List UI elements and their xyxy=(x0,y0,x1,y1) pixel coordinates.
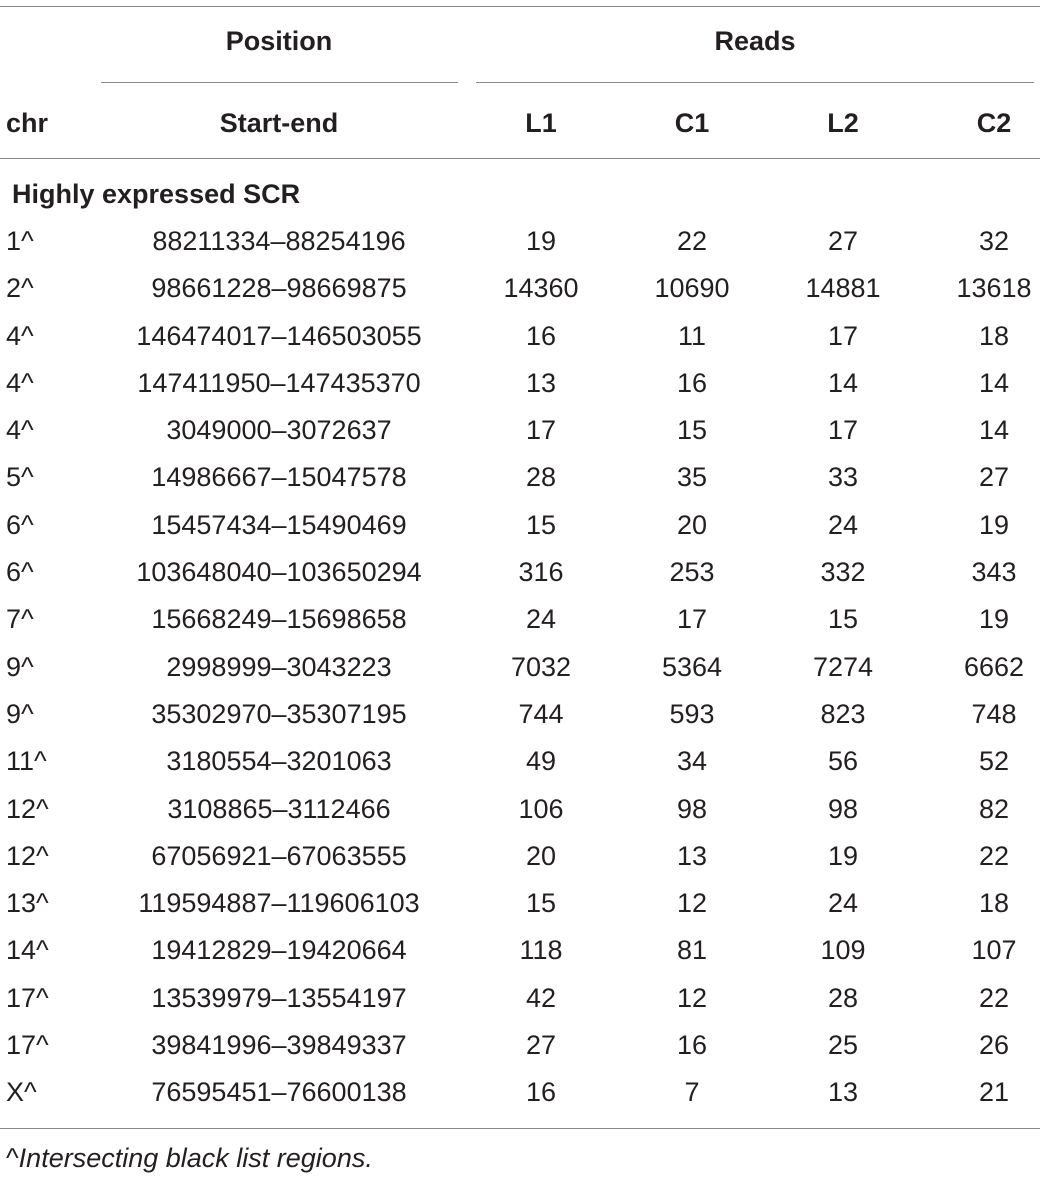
cell-c2: 22 xyxy=(978,840,1010,871)
cell-l2: 28 xyxy=(827,982,859,1013)
cell-l1: 118 xyxy=(519,935,563,966)
cell-chr: 17^ xyxy=(6,982,49,1013)
cell-c2: 22 xyxy=(978,982,1010,1013)
table-row xyxy=(0,978,1040,1025)
col-header-c2: C2 xyxy=(976,108,1012,138)
cell-start-end: 15457434–15490469 xyxy=(151,509,407,540)
cell-chr: 7^ xyxy=(6,604,34,635)
cell-l1: 17 xyxy=(525,415,557,446)
cell-chr: 9^ xyxy=(6,651,34,682)
cell-c2: 14 xyxy=(978,367,1010,398)
reads-group-header: Reads xyxy=(714,26,796,56)
cell-start-end: 67056921–67063555 xyxy=(151,840,407,871)
cell-l1: 20 xyxy=(525,840,557,871)
col-header-start-end: Start-end xyxy=(219,108,339,138)
col-header-l2: L2 xyxy=(827,108,859,138)
table-row xyxy=(0,1072,1040,1119)
table-row xyxy=(0,1025,1040,1072)
cell-l2: 19 xyxy=(827,840,859,871)
cell-chr: 11^ xyxy=(6,746,47,777)
cell-l1: 27 xyxy=(525,1030,557,1061)
cell-chr: 17^ xyxy=(6,1030,49,1061)
cell-l1: 42 xyxy=(525,982,557,1013)
reads-group-rule xyxy=(476,82,1034,83)
cell-start-end: 88211334–88254196 xyxy=(152,226,406,256)
cell-l1: 19 xyxy=(525,226,557,256)
table-footnote xyxy=(6,1141,373,1175)
cell-c1: 98 xyxy=(676,793,708,824)
cell-l1: 14360 xyxy=(503,273,579,304)
cell-l2: 13 xyxy=(827,1077,859,1108)
cell-l1: 106 xyxy=(518,793,564,824)
cell-chr: 4^ xyxy=(6,320,34,351)
cell-start-end: 119594887–119606103 xyxy=(138,888,420,919)
section-title: Highly expressed SCR xyxy=(12,179,301,209)
cell-start-end: 3049000–3072637 xyxy=(166,415,392,446)
table-body xyxy=(0,221,1040,1120)
table-top-rule xyxy=(0,6,1040,7)
cell-l1: 16 xyxy=(525,320,557,351)
col-header-chr: chr xyxy=(6,108,49,138)
cell-l2: 14881 xyxy=(805,273,881,304)
cell-l1: 13 xyxy=(525,367,557,398)
cell-start-end: 147411950–147435370 xyxy=(137,367,421,398)
cell-l2: 14 xyxy=(827,367,859,398)
cell-l2: 332 xyxy=(820,557,866,588)
cell-c2: 748 xyxy=(971,698,1017,729)
cell-c1: 13 xyxy=(676,840,708,871)
cell-c1: 10690 xyxy=(654,273,730,304)
cell-l1: 744 xyxy=(518,698,564,729)
cell-l2: 17 xyxy=(827,320,859,351)
table-row xyxy=(0,836,1040,883)
table-bottom-rule xyxy=(0,1128,1040,1129)
cell-start-end: 3180554–3201063 xyxy=(166,746,392,777)
cell-chr: 12^ xyxy=(6,793,49,824)
table-row xyxy=(0,505,1040,552)
cell-l1: 16 xyxy=(525,1077,557,1108)
table-row xyxy=(0,741,1040,788)
cell-l2: 27 xyxy=(827,226,859,256)
table-row xyxy=(0,363,1040,410)
cell-c2: 82 xyxy=(978,793,1010,824)
cell-c1: 20 xyxy=(676,509,708,540)
cell-chr: 5^ xyxy=(6,462,34,493)
table-row xyxy=(0,647,1040,694)
cell-l2: 109 xyxy=(820,935,866,966)
position-group-rule xyxy=(101,82,458,83)
table-row xyxy=(0,316,1040,363)
cell-l1: 28 xyxy=(525,462,557,493)
cell-l2: 17 xyxy=(827,415,859,446)
cell-chr: 2^ xyxy=(6,273,34,304)
table-row xyxy=(0,410,1040,457)
cell-l2: 33 xyxy=(827,462,859,493)
cell-c2: 18 xyxy=(978,888,1010,919)
cell-c2: 343 xyxy=(971,557,1017,588)
cell-c1: 17 xyxy=(676,604,708,635)
col-header-c1: C1 xyxy=(674,108,710,138)
table-row xyxy=(0,268,1040,315)
footnote-text: Intersecting black list regions. xyxy=(18,1143,373,1173)
table-row xyxy=(0,221,1040,268)
table-row xyxy=(0,694,1040,741)
cell-l1: 15 xyxy=(525,888,557,919)
cell-l2: 7274 xyxy=(812,651,874,682)
col-header-l1: L1 xyxy=(525,108,557,138)
cell-chr: 6^ xyxy=(6,557,34,588)
cell-c2: 32 xyxy=(978,226,1010,256)
cell-c1: 253 xyxy=(669,557,715,588)
footnote-mark: ^ xyxy=(6,1143,19,1173)
cell-start-end: 13539979–13554197 xyxy=(151,982,407,1013)
table-row xyxy=(0,930,1040,977)
cell-c2: 13618 xyxy=(956,273,1032,304)
cell-start-end: 3108865–3112466 xyxy=(167,793,391,824)
table-row xyxy=(0,789,1040,836)
cell-c1: 15 xyxy=(676,415,708,446)
header-bottom-rule xyxy=(0,158,1040,159)
cell-l1: 316 xyxy=(518,557,564,588)
cell-c1: 11 xyxy=(677,320,707,351)
cell-l1: 24 xyxy=(525,604,557,635)
cell-c2: 27 xyxy=(978,462,1010,493)
cell-c1: 35 xyxy=(676,462,708,493)
cell-c1: 593 xyxy=(669,698,715,729)
position-group-header: Position xyxy=(225,26,333,56)
cell-c2: 19 xyxy=(978,604,1010,635)
table-row xyxy=(0,883,1040,930)
cell-c1: 12 xyxy=(676,888,708,919)
cell-c2: 21 xyxy=(978,1077,1010,1108)
cell-chr: 4^ xyxy=(6,415,34,446)
cell-c2: 52 xyxy=(978,746,1010,777)
cell-c2: 107 xyxy=(971,935,1017,966)
table-row xyxy=(0,457,1040,504)
cell-start-end: 146474017–146503055 xyxy=(136,320,422,351)
cell-l2: 56 xyxy=(827,746,859,777)
cell-chr: 14^ xyxy=(6,935,49,966)
cell-chr: 9^ xyxy=(6,698,34,729)
cell-start-end: 35302970–35307195 xyxy=(151,698,407,729)
cell-c2: 19 xyxy=(978,509,1010,540)
cell-c2: 6662 xyxy=(963,651,1025,682)
cell-start-end: 15668249–15698658 xyxy=(151,604,407,635)
cell-start-end: 39841996–39849337 xyxy=(151,1030,407,1061)
cell-l2: 24 xyxy=(827,509,859,540)
cell-l2: 98 xyxy=(827,793,859,824)
cell-chr: 1^ xyxy=(6,226,34,256)
cell-chr: 12^ xyxy=(6,840,49,871)
cell-c1: 12 xyxy=(676,982,708,1013)
cell-c2: 14 xyxy=(978,415,1010,446)
cell-l2: 823 xyxy=(820,698,866,729)
cell-c1: 22 xyxy=(676,226,708,256)
cell-l1: 49 xyxy=(525,746,557,777)
cell-c1: 16 xyxy=(676,367,708,398)
cell-c2: 18 xyxy=(978,320,1010,351)
cell-start-end: 14986667–15047578 xyxy=(151,462,407,493)
cell-chr: 4^ xyxy=(6,367,34,398)
cell-l2: 25 xyxy=(827,1030,859,1061)
cell-start-end: 19412829–19420664 xyxy=(151,935,407,966)
cell-c1: 7 xyxy=(684,1077,700,1108)
table-row xyxy=(0,552,1040,599)
cell-l1: 15 xyxy=(525,509,557,540)
cell-c1: 81 xyxy=(676,935,708,966)
cell-start-end: 76595451–76600138 xyxy=(151,1077,407,1108)
cell-c1: 5364 xyxy=(661,651,723,682)
table-row xyxy=(0,599,1040,646)
cell-c1: 16 xyxy=(676,1030,708,1061)
cell-chr: 13^ xyxy=(6,888,49,919)
cell-chr: X^ xyxy=(6,1077,37,1108)
cell-chr: 6^ xyxy=(6,509,34,540)
cell-start-end: 2998999–3043223 xyxy=(166,651,392,682)
cell-start-end: 103648040–103650294 xyxy=(136,557,422,588)
cell-l2: 15 xyxy=(827,604,859,635)
cell-l2: 24 xyxy=(827,888,859,919)
cell-c1: 34 xyxy=(676,746,708,777)
cell-l1: 7032 xyxy=(510,651,572,682)
cell-c2: 26 xyxy=(978,1030,1010,1061)
cell-start-end: 98661228–98669875 xyxy=(151,273,407,304)
